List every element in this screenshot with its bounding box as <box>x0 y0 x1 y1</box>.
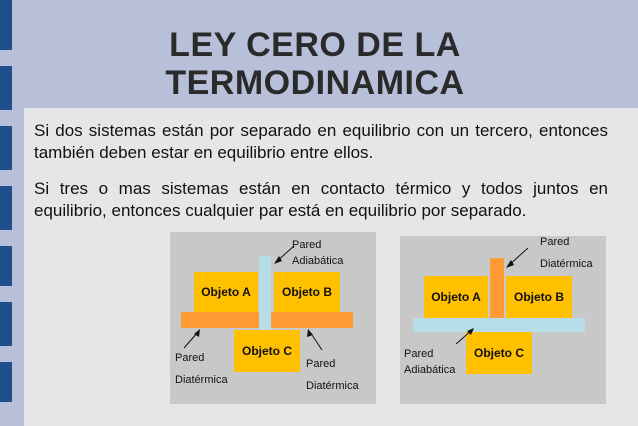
title-line-2: TERMODINAMICA <box>165 64 465 102</box>
pointer-arrows <box>400 236 606 404</box>
side-bar <box>0 66 12 110</box>
label-adiabatic-wall: Pared Adiabática <box>292 239 344 267</box>
label-diathermic-wall-left: Pared Diatérmica <box>175 352 228 386</box>
pointer-arrows <box>170 232 376 404</box>
label-diathermic-wall-right: Pared Diatérmica <box>306 358 359 392</box>
object-c: Objeto C <box>466 332 532 374</box>
slide-title <box>150 26 480 102</box>
paragraph-2: Si tres o mas sistemas están en contacto térmico y todos juntos en equilibrio, entonces cualquier par está en equilibrio por separado. <box>34 179 608 220</box>
side-bar <box>0 362 12 402</box>
diagram-left <box>170 232 376 404</box>
object-c: Objeto C <box>234 330 300 372</box>
side-bar <box>0 126 12 170</box>
object-a: Objeto A <box>424 276 488 318</box>
side-bar <box>0 186 12 230</box>
side-bar <box>0 246 12 286</box>
side-bar <box>0 302 12 346</box>
label-diathermic-wall: Pared Diatérmica <box>540 236 593 270</box>
diagram-right <box>400 236 606 404</box>
object-b: Objeto B <box>506 276 572 318</box>
object-a: Objeto A <box>194 272 258 312</box>
label-adiabatic-wall: Pared Adiabática <box>404 348 456 376</box>
object-b: Objeto B <box>274 272 340 312</box>
paragraph-1: Si dos sistemas están por separado en equilibrio con un tercero, entonces también deben estar en equilibrio entre ellos. <box>34 121 608 162</box>
title-line-1: LEY CERO DE LA <box>169 26 461 64</box>
side-bar <box>0 0 12 50</box>
